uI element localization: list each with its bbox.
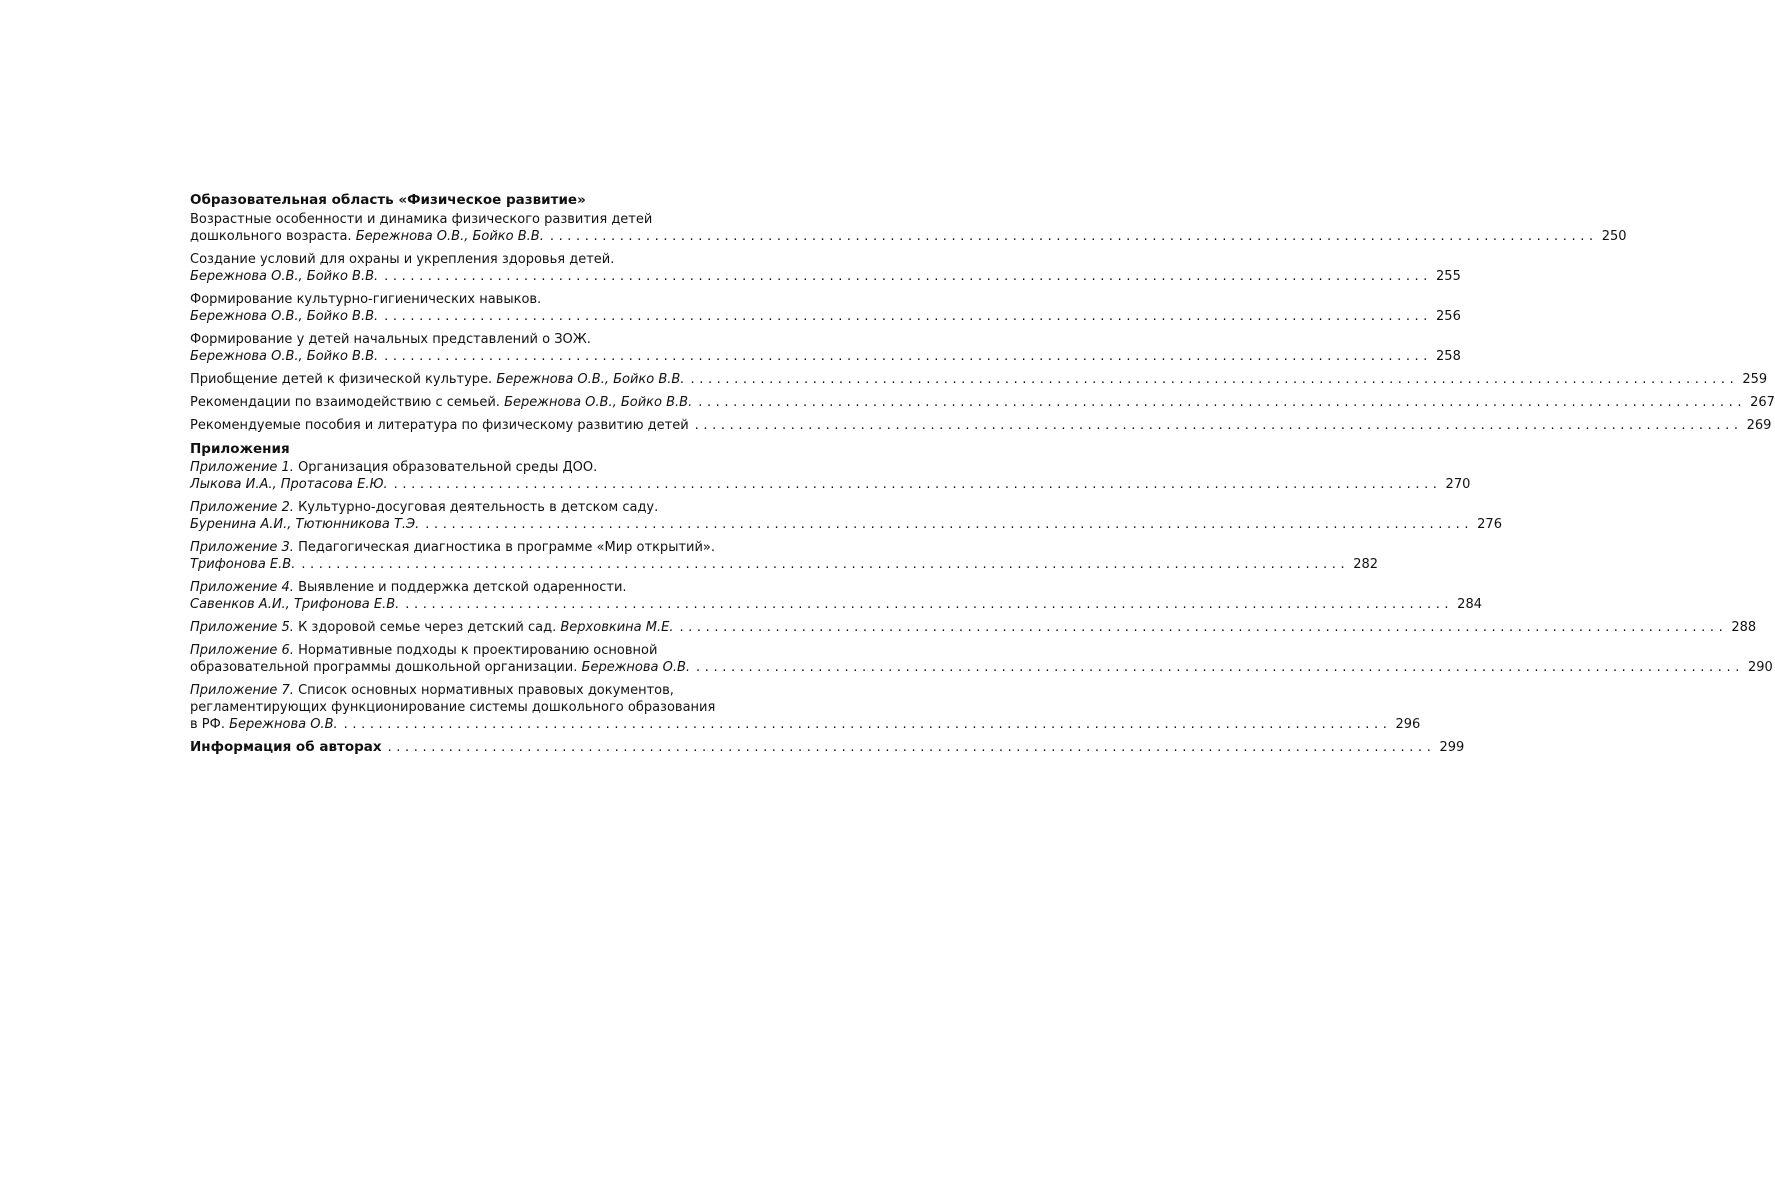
- entry-title-line: Формирование культурно-гигиенических навыков.: [190, 292, 542, 307]
- entry-author: Бережнова О.В., Бойко В.В.: [496, 372, 685, 387]
- leader-dots: ........................................................................................................................: [405, 597, 1454, 612]
- page-number: 269: [1746, 418, 1772, 433]
- toc-entry[interactable]: [190, 417, 1772, 434]
- page-number: 282: [1353, 557, 1379, 572]
- entry-title: Выявление и поддержка детской одаренности.: [293, 580, 627, 595]
- entry-text: [190, 417, 689, 434]
- leader-dots: ........................................................................................................................: [549, 229, 1598, 244]
- entry-last-line: [190, 417, 1772, 434]
- page-number: 259: [1742, 372, 1768, 387]
- page-number: 284: [1457, 597, 1482, 612]
- leader-dots: ........................................................................................................................: [301, 557, 1350, 572]
- entry-last-line: [190, 228, 1627, 245]
- entry-title-end: Рекомендуемые пособия и литература по физическому развитию детей: [190, 418, 689, 433]
- page-number: 296: [1395, 717, 1421, 732]
- entry-text: [190, 596, 399, 613]
- entry-author: Верховкина М.Е.: [560, 620, 674, 635]
- entry-title-end: Рекомендации по взаимодействию с семьей.: [190, 395, 500, 410]
- toc-entry[interactable]: [190, 371, 1768, 388]
- leader-dots: ........................................................................................................................: [694, 418, 1743, 433]
- section-heading-physical: Образовательная область «Физическое развитие»: [190, 192, 586, 208]
- entry-last-line: [190, 619, 1757, 636]
- leader-dots: ........................................................................................................................: [425, 517, 1474, 532]
- entry-title-line: [190, 642, 705, 659]
- page-number: 256: [1436, 309, 1461, 324]
- leader-dots: ........................................................................................................................: [679, 620, 1728, 635]
- page-number: 299: [1439, 740, 1465, 755]
- entry-text: [190, 716, 338, 733]
- toc-entry-authors-info[interactable]: [190, 739, 1465, 756]
- entry-text: [190, 556, 295, 573]
- appendix-label: Приложение 7.: [190, 683, 294, 698]
- entry-title: Список основных нормативных правовых документов,: [293, 683, 674, 698]
- entry-last-line: [190, 556, 1379, 573]
- entry-text: [190, 268, 378, 285]
- entry-author: Савенков А.И., Трифонова Е.В.: [190, 597, 400, 612]
- page-number: 255: [1436, 269, 1461, 284]
- entry-author: Бережнова О.В., Бойко В.В.: [355, 229, 544, 244]
- section-heading-appendix: Приложения: [190, 441, 290, 457]
- entry-title-line: Формирование у детей начальных представлений о ЗОЖ.: [190, 332, 591, 347]
- entry-author: Бережнова О.В., Бойко В.В.: [190, 269, 379, 284]
- appendix-label: Приложение 6.: [190, 643, 294, 658]
- entry-author: Лыкова И.А., Протасова Е.Ю.: [190, 477, 388, 492]
- toc-entry[interactable]: [190, 211, 1627, 245]
- entry-text: [190, 371, 684, 388]
- entry-title-line: регламентирующих функционирование системы дошкольного образования: [190, 700, 716, 715]
- entry-last-line: [190, 716, 1421, 733]
- leader-dots: ........................................................................................................................: [696, 660, 1744, 675]
- toc-entry[interactable]: [190, 331, 1461, 365]
- toc-entry[interactable]: [190, 394, 1775, 411]
- page-number: 290: [1747, 660, 1773, 675]
- physical-entries-list: [190, 211, 1775, 434]
- table-of-contents: [190, 191, 1775, 762]
- page-number: 270: [1445, 477, 1471, 492]
- page-number: 250: [1601, 229, 1627, 244]
- leader-dots: ........................................................................................................................: [384, 349, 1433, 364]
- leader-dots: ........................................................................................................................: [393, 477, 1442, 492]
- toc-entry-appendix[interactable]: [190, 642, 1773, 676]
- entry-author: Буренина А.И., Тютюнникова Т.Э.: [190, 517, 420, 532]
- entry-text: [190, 228, 544, 245]
- entry-title: К здоровой семье через детский сад.: [293, 620, 557, 635]
- entry-text: [190, 394, 692, 411]
- leader-dots: ........................................................................................................................: [384, 309, 1433, 324]
- entry-text: [190, 619, 673, 636]
- entry-last-line: [190, 516, 1502, 533]
- entry-last-line: [190, 348, 1461, 365]
- entry-author: Бережнова О.В.: [229, 717, 338, 732]
- appendix-label: Приложение 3.: [190, 540, 294, 555]
- entry-text: [190, 516, 419, 533]
- entry-title-line: [190, 459, 705, 476]
- leader-dots: ........................................................................................................................: [698, 395, 1747, 410]
- entry-author: Бережнова О.В., Бойко В.В.: [504, 395, 693, 410]
- entry-title-line: [190, 539, 716, 556]
- entry-text: [190, 659, 690, 676]
- appendix-label: Приложение 5.: [190, 620, 294, 635]
- toc-entry[interactable]: [190, 291, 1461, 325]
- entry-title-end: Приобщение детей к физической культуре.: [190, 372, 493, 387]
- authors-info-label: Информация об авторах: [190, 739, 382, 755]
- entry-text: [190, 348, 378, 365]
- entry-author: Бережнова О.В.: [581, 660, 691, 675]
- toc-entry-appendix[interactable]: [190, 539, 1379, 573]
- entry-last-line: [190, 659, 1773, 676]
- entry-title: Организация образовательной среды ДОО.: [293, 460, 598, 475]
- entry-title-line: [190, 579, 705, 596]
- page-number: 276: [1477, 517, 1502, 532]
- page-number: 288: [1731, 620, 1757, 635]
- entry-title-end: образовательной программы дошкольной организации.: [190, 660, 578, 675]
- entry-last-line: [190, 268, 1461, 285]
- toc-entry-appendix[interactable]: [190, 579, 1482, 613]
- appendix-entries-list: [190, 459, 1773, 733]
- entry-last-line: [190, 394, 1775, 411]
- page-number: 267: [1750, 395, 1775, 410]
- leader-dots: ........................................................................................................................: [690, 372, 1739, 387]
- page-number: 258: [1436, 349, 1461, 364]
- entry-last-line: [190, 476, 1471, 493]
- entry-author: Бережнова О.В., Бойко В.В.: [190, 309, 379, 324]
- entry-title-line: [190, 682, 705, 699]
- entry-title: Педагогическая диагностика в программе «Мир открытий».: [293, 540, 716, 555]
- toc-entry-appendix[interactable]: [190, 459, 1471, 493]
- entry-title-end: дошкольного возраста.: [190, 229, 352, 244]
- appendix-label: Приложение 2.: [190, 500, 294, 515]
- entry-last-line: [190, 596, 1482, 613]
- leader-dots: ........................................................................................................................: [384, 269, 1433, 284]
- entry-title: Нормативные подходы к проектированию основной: [293, 643, 658, 658]
- appendix-label: Приложение 4.: [190, 580, 294, 595]
- entry-title-line: [190, 499, 705, 516]
- entry-author: Бережнова О.В., Бойко В.В.: [190, 349, 379, 364]
- entry-title-end: в РФ.: [190, 717, 225, 732]
- leader-dots: ........................................................................................................................: [343, 717, 1392, 732]
- entry-title-line: Возрастные особенности и динамика физического развития детей: [190, 212, 653, 227]
- toc-entry-appendix[interactable]: [190, 682, 1421, 733]
- toc-entry-appendix[interactable]: [190, 499, 1502, 533]
- entry-title: Культурно-досуговая деятельность в детском саду.: [293, 500, 659, 515]
- toc-entry[interactable]: [190, 251, 1461, 285]
- leader-dots: ........................................................................................................................: [387, 740, 1436, 755]
- appendix-label: Приложение 1.: [190, 460, 294, 475]
- entry-text: [190, 308, 378, 325]
- entry-last-line: [190, 308, 1461, 325]
- toc-entry-appendix[interactable]: [190, 619, 1757, 636]
- entry-last-line: [190, 371, 1768, 388]
- entry-text: [190, 476, 388, 493]
- entry-author: Трифонова Е.В.: [190, 557, 296, 572]
- entry-title-line: Создание условий для охраны и укрепления здоровья детей.: [190, 252, 615, 267]
